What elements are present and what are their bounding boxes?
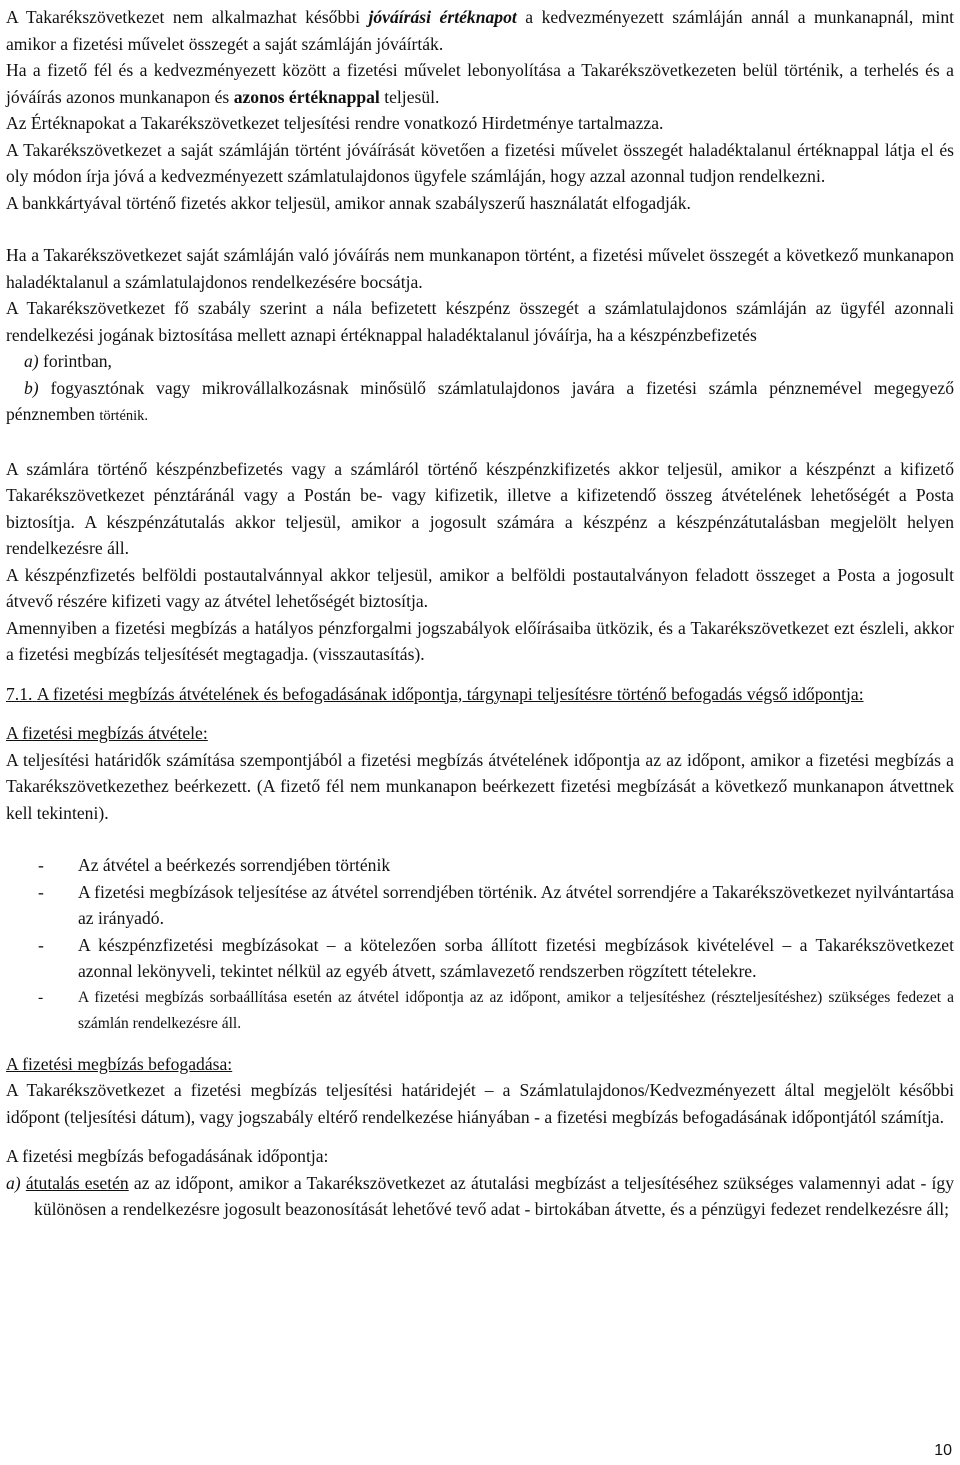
section-title: A fizetési megbízás átvételének és befogadásának időpontja, tárgynapi teljesítésre történő befogadás végső időpontja:: [36, 683, 864, 704]
item-label: a): [6, 1172, 21, 1193]
list-item-text: A készpénzfizetési megbízásokat – a kötelezően sorba állított fizetési megbízások kivételével – a Takarékszövetkezet azonnal lekönyveli, tekintet nélkül az egyéb átvett, számlavezető rendszerben rögzített tételekre.: [78, 934, 954, 981]
dash-bullet: -: [38, 988, 44, 1006]
paragraph-cash-payment: A számlára történő készpénzbefizetés vagy a számláról történő készpénzkifizetés akkor teljesül, amikor a készpénzt a kifizető Takarékszövetkezet pénztáránál vagy a Postán be- vagy kifizetik, illetve a kifizetendő összeg átvételének lehetőségét a Posta biztosítja. A készpénzátutalás akkor teljesül, amikor a jogosult számára a készpénz a készpénzátutalásban megjelölt helyen rendelkezésre áll.: [6, 458, 954, 558]
list-item: [6, 879, 954, 932]
item-text: az az időpont, amikor a Takarékszövetkezet az átutalási megbízást a teljesítéséhez szükséges valamennyi adat - így különösen a rendelkezésre jogosult beazonosítását lehetővé tevő adat - birtokában átvette, és a pénzügyi fedezet rendelkezésre áll;: [34, 1172, 954, 1219]
section-heading: [6, 681, 954, 708]
paragraph-internal-transfer: [6, 57, 954, 110]
list-item-text: A fizetési megbízás sorbaállítása esetén az átvétel időpontja az az időpont, amikor a teljesítéshez (részteljesítéshez) szükséges fedezet a számlán rendelkezésre áll.: [78, 988, 954, 1032]
list-item-a: [6, 348, 954, 375]
paragraph-acceptance: A Takarékszövetkezet a fizetési megbízás teljesítési határidejét – a Számlatulajdonos/Kedvezményezett által megjelölt későbbi időpont (teljesítési dátum), vagy jogszabály eltérő rendelkezése hiányában - a fizetési megbízás befogadásának időpontjától számítja.: [6, 1080, 954, 1127]
spacer: [6, 1038, 954, 1051]
bold-text: azonos értéknappal: [233, 86, 380, 107]
paragraph-cash-deposit: A Takarékszövetkezet fő szabály szerint a nála befizetett készpénz összegét a számlatulajdonos számláján az ügyfél azonnali rendelkezési jogának biztosítása mellett aznapi értéknappal haladéktalanul jóváírja, ha a készpénzbefizetés: [6, 298, 954, 345]
paragraph-receipt: A teljesítési határidők számítása szempontjából a fizetési megbízás átvételének időpontja az az időpont, amikor a fizetési megbízás a Takarékszövetkezethez beérkezett. (A fizető fél nem munkanapon beérkezett fizetési megbízását a következő munkanapon átvettnek kell tekinteni).: [6, 749, 954, 823]
list-item: [6, 932, 954, 985]
paragraph-value-date: [6, 4, 954, 57]
paragraph-postal-order: A készpénzfizetés belföldi postautalvánnyal akkor teljesül, amikor a belföldi postautalványon feladott összeget a Posta a jogosult átvevő részére kifizeti vagy az átvétel lehetőségét biztosítja.: [6, 564, 954, 611]
item-text-small: történik.: [99, 408, 149, 424]
item-text: forintban,: [38, 351, 112, 371]
text-run: A Takarékszövetkezet nem alkalmazhat későbbi: [6, 7, 369, 27]
page-number: 10: [934, 1442, 952, 1459]
spacer: [6, 668, 954, 681]
list-item-transfer: [6, 1170, 954, 1223]
subheading-receipt: A fizetési megbízás átvétele:: [6, 723, 208, 743]
item-label: a): [24, 351, 39, 371]
text-run: a kedvezményezett számláján annál a munkanapnál, mint amikor a fizetési művelet összegét a saját számláján jóváírták.: [6, 7, 955, 54]
subheading-acceptance: A fizetési megbízás befogadása:: [6, 1053, 233, 1074]
list-item: [6, 985, 954, 1038]
item-text: fogyasztónak vagy mikrovállalkozásnak minősülő számlatulajdonos javára a fizetési számla pénznemével megegyező pénznemben: [6, 377, 954, 424]
spacer: [6, 430, 954, 456]
dash-bullet: -: [38, 934, 44, 955]
paragraph-bank-card: A bankkártyával történő fizetés akkor teljesül, amikor annak szabályszerű használatát elfogadják.: [6, 192, 691, 213]
list-item-text: Az átvétel a beérkezés sorrendjében történik: [78, 855, 391, 875]
spacer: [6, 1130, 954, 1143]
paragraph-refusal: Amennyiben a fizetési megbízás a hatályos pénzforgalmi jogszabályok előírásaiba ütközik, és a Takarékszövetkezet ezt észleli, akkor a fizetési megbízás teljesítését megtagadja. (visszautasítás).: [6, 617, 954, 664]
paragraph-value-dates-notice: Az Értéknapokat a Takarékszövetkezet teljesítési rendre vonatkozó Hirdetménye tartalmazza.: [6, 113, 664, 133]
list-item: [6, 852, 954, 879]
spacer: [6, 707, 954, 720]
emphasis-text: jóváírási értéknapot: [368, 7, 517, 27]
paragraph-crediting: A Takarékszövetkezet a saját számláján történt jóváírását követően a fizetési művelet összegét haladéktalanul értéknappal látja el és oly módon írja jóvá a kedvezményezett számlatulajdonos ügyfele számláján, hogy azzal azonnal tudjon rendelkezni.: [6, 139, 954, 186]
text-run: Ha a fizető fél és a kedvezményezett között a fizetési művelet lebonyolítása a Takarékszövetkezeten belül történik, a terhelés és a jóváírás azonos munkanapon és: [6, 60, 954, 107]
paragraph-non-working-day: Ha a Takarékszövetkezet saját számláján való jóváírás nem munkanapon történt, a fizetési művelet összegét a következő munkanapon haladéktalanul a számlatulajdonos rendelkezésére bocsátja.: [6, 245, 954, 292]
list-item-b: [6, 375, 954, 430]
section-number: 7.1.: [6, 683, 33, 704]
dash-bullet: -: [38, 881, 44, 902]
dash-bullet: -: [38, 855, 44, 875]
text-run: teljesül.: [379, 86, 440, 107]
spacer: [6, 216, 954, 242]
list-item-text: A fizetési megbízások teljesítése az átvétel sorrendjében történik. Az átvétel sorrendjére a Takarékszövetkezet nyilvántartása az irányadó.: [78, 881, 954, 928]
spacer: [6, 826, 954, 852]
subheading-acceptance-time: A fizetési megbízás befogadásának időpontja:: [6, 1146, 329, 1166]
receipt-rules-list: [6, 852, 954, 1038]
item-label: b): [24, 377, 39, 398]
underlined-text: átutalás esetén: [25, 1172, 129, 1193]
